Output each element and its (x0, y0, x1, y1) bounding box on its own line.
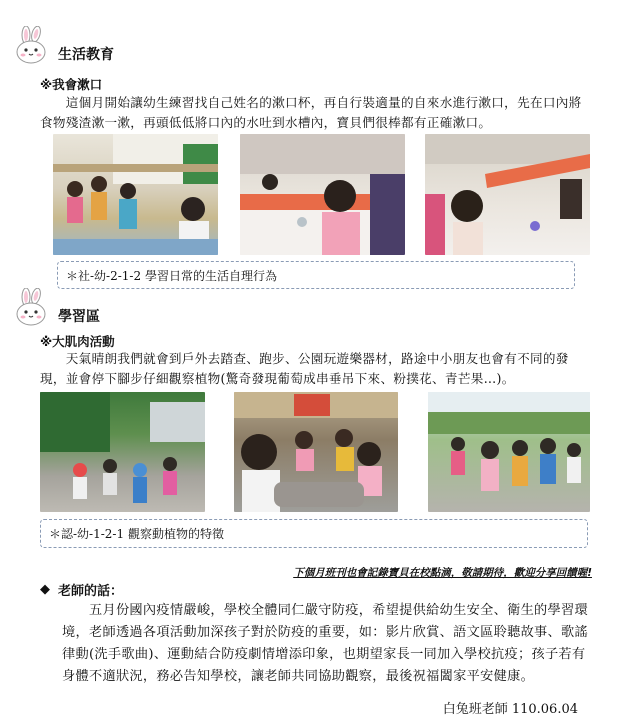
next-issue-note: 下個月班刊也會記錄寶貝在校點滴，敬請期待，歡迎分享回饋喔! (293, 567, 592, 579)
teacher-signature: 白兔班老師 110.06.04 (442, 702, 578, 717)
learning-paragraph: 天氣晴朗我們就會到戶外去踏查、跑步、公園玩遊樂器材，路途中小朋友也會有不同的發現，並會停下腳步仔細觀察植物(驚奇發現葡萄成串垂吊下來、粉撲花、青芒果…)。 (40, 351, 569, 386)
life-section-title: 生活教育 (58, 47, 114, 63)
photo-children-washing-3 (425, 134, 590, 255)
life-indicator-box (57, 261, 575, 289)
rabbit-icon (12, 288, 54, 326)
rabbit-icon (12, 26, 54, 64)
photo-outdoor-walk-2 (234, 392, 398, 512)
teacher-paragraph: 五月份國內疫情嚴峻，學校全體同仁嚴守防疫，希望提供給幼生安全、衛生的學習環境，老師透過各項活動加深孩子對於防疫的重要，如：影片欣賞、語文區聆聽故事、歌謠律動(洗手歌曲)、運動結合防疫劇情增添印象，也期望家長一同加入學校抗疫；孩子若有身體不適狀況，務必告知學校，讓老師共同協助觀察，最後祝福闔家平安健康。 (62, 603, 589, 684)
photo-children-washing-1 (53, 134, 218, 255)
diamond-bullet-icon: ◆ (40, 582, 50, 597)
photo-outdoor-walk-3 (428, 392, 590, 512)
learning-section-title: 學習區 (58, 309, 100, 325)
photo-children-washing-2 (240, 134, 405, 255)
learning-indicator-text: ＊認-幼-1-2-1 觀察動植物的特徵 (49, 527, 224, 541)
life-indicator-text: ＊社-幼-2-1-2 學習日常的生活自理行為 (66, 268, 277, 283)
teacher-section-header (40, 580, 123, 599)
teacher-section-title: 老師的話： (58, 584, 124, 599)
learning-subtitle: ※大肌肉活動 (40, 334, 115, 349)
life-section-header (12, 26, 114, 64)
photo-outdoor-walk-1 (40, 392, 205, 512)
learning-indicator-box (40, 519, 588, 548)
life-paragraph: 這個月開始讓幼生練習找自己姓名的漱口杯，再自行裝適量的自來水進行漱口，先在口內將食物殘渣漱一漱，再頭低低將口內的水吐到水槽內，寶貝們很棒都有正確漱口。 (40, 95, 582, 130)
learning-section-header (12, 288, 100, 326)
life-subtitle: ※我會漱口 (40, 77, 103, 92)
